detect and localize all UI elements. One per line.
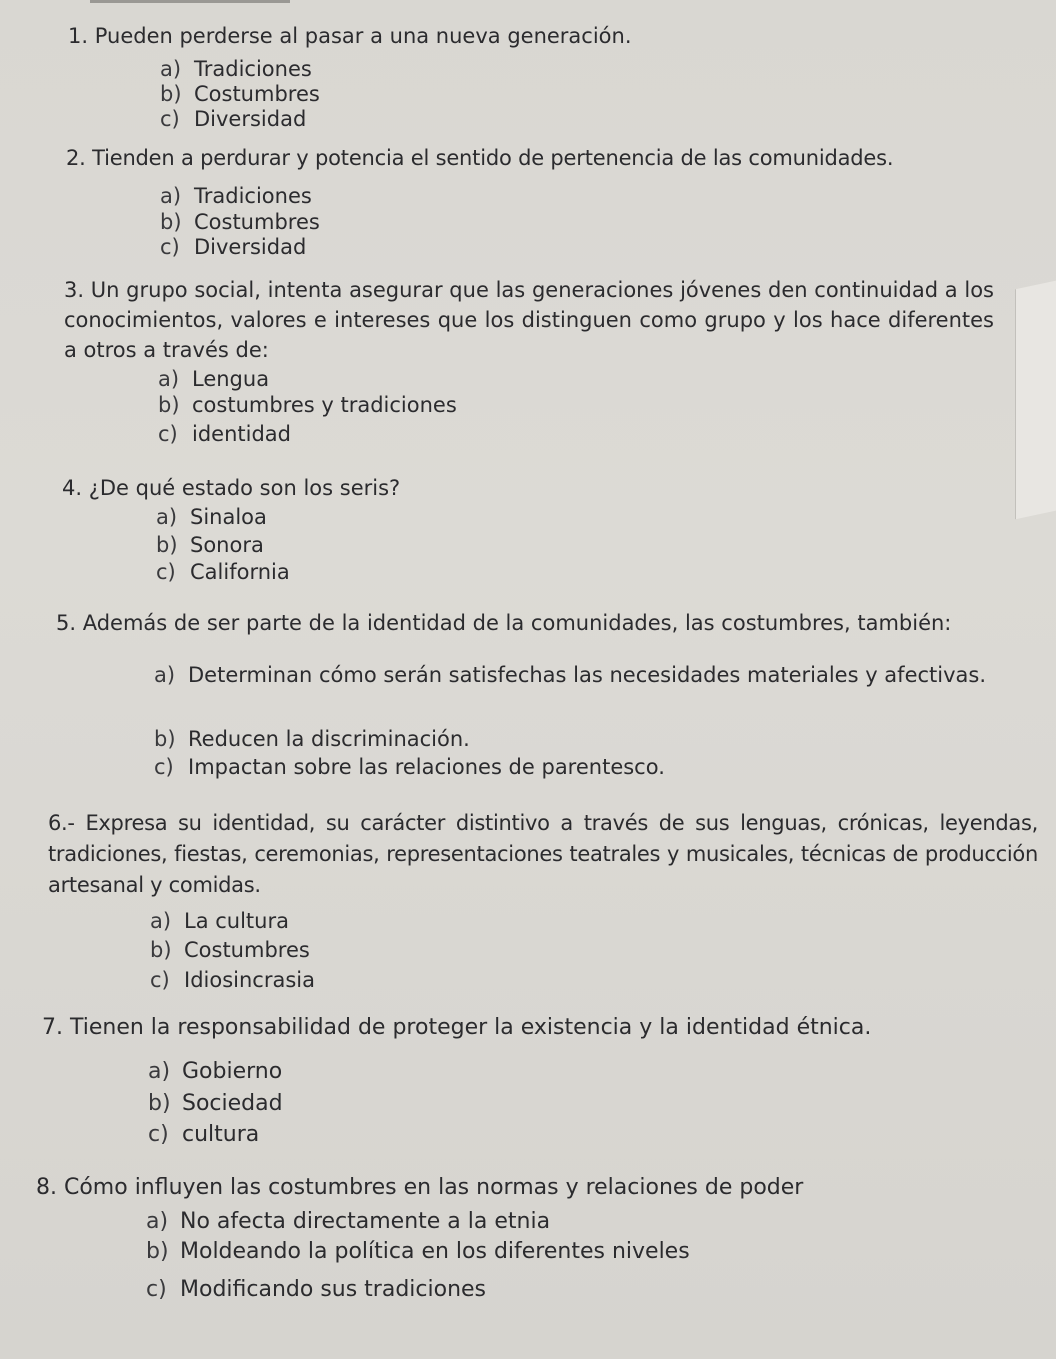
question-5-option-a[interactable] [154,658,1020,692]
question-4-option-b[interactable] [156,532,264,558]
question-7-option-a[interactable] [148,1059,282,1085]
question-5-option-b[interactable] [154,726,470,752]
option-letter: a) [158,367,180,391]
option-letter: a) [150,909,172,933]
top-rule [90,0,290,3]
question-1-text: 1. Pueden perderse al pasar a una nueva generación. [68,24,632,48]
question-6-option-a[interactable] [150,908,289,934]
option-letter: b) [156,533,178,557]
option-letter: c) [158,422,178,446]
option-text: Determinan cómo serán satisfechas las necesidades materiales y afectivas. [188,663,987,687]
option-text: Sociedad [182,1091,283,1116]
question-3-option-c[interactable] [158,421,291,447]
paper-edge [1015,281,1056,520]
option-letter: b) [160,82,182,106]
option-text: Lengua [192,367,270,391]
question-4-text: 4. ¿De qué estado son los seris? [62,476,401,500]
option-letter: c) [146,1277,167,1302]
option-text: Diversidad [194,107,307,131]
option-text: Diversidad [194,235,307,259]
option-text: Tradiciones [194,57,312,81]
option-text: Moldeando la política en los diferentes niveles [180,1239,690,1264]
option-letter: b) [150,938,172,962]
option-text: No afecta directamente a la etnia [180,1209,551,1234]
option-letter: c) [154,755,174,779]
option-text: Gobierno [182,1059,283,1084]
question-7-option-c[interactable] [148,1122,259,1148]
option-letter: c) [150,968,170,992]
option-text: costumbres y tradiciones [192,393,457,417]
option-letter: a) [146,1209,169,1234]
option-text: Modificando sus tradiciones [180,1277,487,1302]
option-text: Sonora [190,533,264,557]
option-text: Impactan sobre las relaciones de parentesco. [188,755,665,779]
question-6-option-c[interactable] [150,967,315,993]
question-5-text: 5. Además de ser parte de la identidad de la comunidades, las costumbres, también: [56,611,952,635]
question-1-option-c[interactable] [160,106,306,132]
option-letter: a) [148,1059,171,1084]
option-text: Costumbres [194,210,320,234]
option-letter: b) [160,210,182,234]
question-7-option-b[interactable] [148,1091,283,1117]
question-8-option-c[interactable] [146,1277,486,1303]
option-text: Sinaloa [190,505,267,529]
option-letter: a) [154,663,176,687]
question-3-option-b[interactable] [158,392,457,418]
question-4-option-c[interactable] [156,559,290,585]
option-letter: b) [158,393,180,417]
option-letter: c) [148,1122,169,1147]
question-2-option-b[interactable] [160,209,320,235]
option-text: cultura [182,1122,260,1147]
option-text: identidad [192,422,291,446]
option-letter: c) [156,560,176,584]
option-text: La cultura [184,909,289,933]
option-letter: a) [160,184,182,208]
option-letter: b) [146,1239,169,1264]
question-8-option-b[interactable] [146,1239,690,1265]
question-8-text: 8. Cómo influyen las costumbres en las normas y relaciones de poder [36,1175,804,1200]
option-text: Idiosincrasia [184,968,315,992]
question-3-option-a[interactable] [158,366,269,392]
option-letter: c) [160,235,180,259]
option-letter: a) [156,505,178,529]
option-text: Tradiciones [194,184,312,208]
option-letter: b) [154,727,176,751]
option-text: Costumbres [194,82,320,106]
option-letter: b) [148,1091,171,1116]
question-4-option-a[interactable] [156,504,267,530]
question-7-text: 7. Tienen la responsabilidad de proteger la existencia y la identidad étnica. [42,1015,872,1040]
question-2-text: 2. Tienden a perdurar y potencia el sentido de pertenencia de las comunidades. [66,146,894,170]
option-text: Reducen la discriminación. [188,727,470,751]
question-2-option-a[interactable] [160,183,312,209]
question-2-option-c[interactable] [160,234,306,260]
question-6-text: 6.- Expresa su identidad, su carácter distintivo a través de sus lenguas, crónicas, leyendas, tradiciones, fiestas, ceremonias, representaciones teatrales y musicales, técnicas de producción artesanal y comidas. [48,811,1038,897]
question-6-option-b[interactable] [150,937,310,963]
question-5-option-c[interactable] [154,754,665,780]
question-1-option-a[interactable] [160,56,312,82]
option-letter: a) [160,57,182,81]
option-letter: c) [160,107,180,131]
question-8-option-a[interactable] [146,1209,550,1235]
question-3-text: 3. Un grupo social, intenta asegurar que las generaciones jóvenes den continuidad a los conocimientos, valores e intereses que los distinguen como grupo y los hace diferentes a otros a través de: [64,278,994,362]
option-text: California [190,560,290,584]
question-1-option-b[interactable] [160,81,320,107]
option-text: Costumbres [184,938,310,962]
